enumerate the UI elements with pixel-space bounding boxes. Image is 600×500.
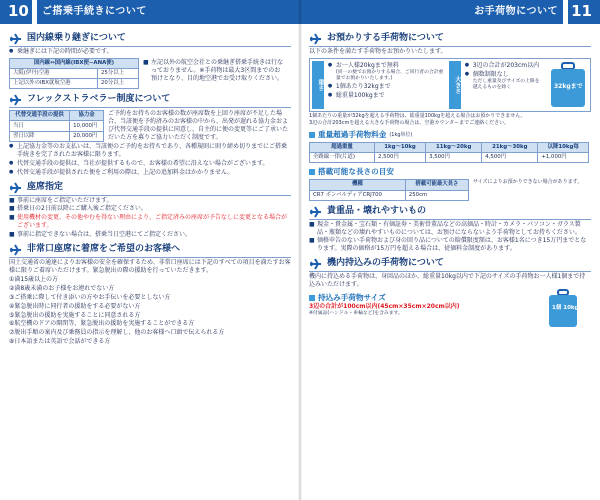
airplane-icon xyxy=(9,244,23,256)
seat-bullet-3: ■ 使用機材の変更、その他やむを得ない理由により、ご指定済みの座席が予告なしに変更となる場合がございます。 xyxy=(9,214,291,230)
square-bullet-icon xyxy=(309,295,315,301)
exit-row-item-8: ⑧日本語または英語で会話ができる方 xyxy=(9,338,111,346)
length-h1: 搭載可能最大長さ xyxy=(405,180,468,190)
flex-bullet-1: ● 上記協力金等のお支払いは、当該便のご予約をお持ちであり、各種規則に則り締め切りまでにご搭乗手続きを完了されたお客様に限ります。 xyxy=(9,143,291,159)
left-page-number: 10 xyxy=(8,2,29,21)
flex-table xyxy=(9,110,104,142)
carry-on-size: 3辺の合計が100cm以内(45cm×35cm×20cm以内) xyxy=(309,303,460,311)
size-label: 大きさ xyxy=(449,61,461,109)
transfer-row-2-time: 20分以上 xyxy=(98,79,139,89)
seat-heading xyxy=(9,182,291,196)
airplane-icon xyxy=(309,33,323,45)
transfer-title: 国内線乗り継ぎについて xyxy=(27,33,126,44)
checked-note-2: 3辺の合計203cmを超える大きな手荷物の場合は、空港カウンターまでご連絡ください。 xyxy=(309,119,510,126)
exit-row-title: 非常口座席に着席をご希望のお客様へ xyxy=(27,244,181,255)
seat-bullet-1: ■ 事前に座席をご指定いただけます。 xyxy=(9,197,291,205)
excess-v3: 4,500円 xyxy=(482,153,538,163)
flex-para: ご予約をお持ちのお客様の数が座席数を上回り座席が不足した場合、当該便を予約済みのお客様の中から、出発が遅れる協力金および代替交通手段の提供に同意し、自主的に便の変更等にご了承いただいた方を募りご協力いただく制度です。 xyxy=(108,110,289,141)
valuables-bullet-2: ■ 価格申告のない手荷物および身の回り品についての賠償限度額は、お客様1名につき15万円までとなります。実際の価格が15万円を超える場合は、従価料金制度があります。 xyxy=(309,237,591,253)
checked-baggage-title: お預かりする手荷物について xyxy=(327,33,444,44)
carry-on-para: 機内に持込める手荷物は、身回品のほか、総重量10kg以内で下記のサイズの手荷物お一人様1個まで持込みいただけます。 xyxy=(309,273,586,289)
excess-v4: +1,000円 xyxy=(538,153,589,163)
carry-on-bag-illustration xyxy=(543,289,583,329)
carry-on-size-note: ※付属品(ハンドル・車輪など)を含みます。 xyxy=(309,310,403,316)
carry-on-bag-label: 1個 10kg xyxy=(552,305,579,312)
length-h0: 機種 xyxy=(310,180,406,190)
suitcase-weight: 32kgまで xyxy=(554,82,583,90)
size-limit-3: ただし重量及びサイズの上限を越えるものを除く xyxy=(472,78,540,91)
flex-table-h2: 協力金 xyxy=(70,111,104,121)
length-table xyxy=(309,179,469,200)
transfer-table-header: 国内線⇔国内線(IBX便−ANA便) xyxy=(10,58,139,68)
flex-row-2-label: 翌日以降 xyxy=(10,131,70,141)
exit-row-item-4: ④緊急脱出時に同行者の援助をする必要がない方 xyxy=(9,302,141,310)
excess-fee-heading xyxy=(309,130,591,140)
right-content xyxy=(300,24,600,329)
seat-title: 座席指定 xyxy=(27,181,64,192)
length-value: 250cm xyxy=(405,190,468,200)
right-header-band xyxy=(300,0,600,24)
left-header-band xyxy=(0,0,300,24)
exit-row-para: 国土交通省の通達によりお客様の安全を確保するため、非常口座席には下記のすべての項目を満たすお客様に限りご着席いただけます。緊急脱出の際の援助を行っていただきます。 xyxy=(9,259,291,274)
exit-row-item-7: ⑦脱出手順の案内及び乗務員の指示を理解し、他のお客様へ口頭で伝えられる方 xyxy=(9,329,225,337)
square-bullet-icon xyxy=(309,169,315,175)
transfer-row-1-airport: 大阪(伊丹)空港 xyxy=(10,69,98,79)
checked-baggage-intro: 以下の条件を満たす手荷物をお預かりいたします。 xyxy=(309,48,447,55)
transfer-table xyxy=(9,58,139,89)
exit-row-item-2: ②満8歳未満のお子様をお連れでない方 xyxy=(9,284,115,292)
right-page-number: 11 xyxy=(571,2,592,21)
checked-baggage-box xyxy=(309,58,591,112)
excess-h2: 11kg〜20kg xyxy=(426,143,482,153)
exit-row-item-1: ①満15歳以上の方 xyxy=(9,275,59,283)
carry-on-size-heading xyxy=(309,293,539,303)
excess-fee-table xyxy=(309,142,589,163)
carry-on-heading xyxy=(309,258,591,272)
left-tab-mark xyxy=(32,0,37,24)
right-page xyxy=(300,0,600,500)
carry-on-title: 機内持込みの手荷物について xyxy=(327,258,444,269)
carry-on-size-title: 持込み手荷物サイズ xyxy=(318,293,386,303)
excess-v1: 2,500円 xyxy=(374,153,425,163)
transfer-row-2-airport: 上記以外のIBX就航空港 xyxy=(10,79,98,89)
flex-table-h1: 代替交通手段の提供 xyxy=(10,111,70,121)
suitcase-illustration xyxy=(548,61,588,109)
transfer-intro: ● 乗継ぎには下記の時間が必要です。 xyxy=(9,48,291,56)
square-bullet-icon xyxy=(309,132,315,138)
weight-limit-2: ● 1個あたり32kgまで xyxy=(328,83,445,91)
airplane-icon xyxy=(309,258,323,270)
flex-row-2-amount: 20,000円 xyxy=(70,131,104,141)
excess-row-label: 全路線一律(片道) xyxy=(310,153,375,163)
flex-bullet-3: ● 代替交通手段が提供された便をご利用の際は、上記の追加料金はかかりません。 xyxy=(9,169,291,177)
exit-row-item-3: ③ご搭乗に際して付き添いの方やお手伝いを必要としない方 xyxy=(9,293,171,301)
right-page-title: お手荷物について xyxy=(474,6,558,18)
exit-row-heading xyxy=(9,244,291,258)
exit-row-list xyxy=(9,276,291,346)
valuables-heading xyxy=(309,206,591,220)
transfer-note: ■ 左記以外の航空会社との乗継ぎ搭乗手続きは行なっておりません。※手荷物は最大3区間までのお預けとなり、目的地空港でお受け取りください。 xyxy=(143,59,283,89)
excess-v2: 3,500円 xyxy=(426,153,482,163)
excess-h0: 超過重量 xyxy=(310,143,375,153)
exit-row-item-6: ⑥航空機のドアの開閉等、緊急脱出の援助を実施することができる方 xyxy=(9,320,195,328)
flex-row-1-amount: 10,000円 xyxy=(70,121,104,131)
valuables-bullet-1: ■ 現金・貴金属・宝石類・有価証券・美術骨董品などの高価品・時計・カメラ・パソコン・ガラス製品・瓶類などの壊れやすいものについては、お預けにならないよう手荷物としてお持ちください。 xyxy=(309,221,591,237)
flex-title: フレックストラベラー制度について xyxy=(27,94,171,105)
weight-limit-1-text: お一人様20kgまで無料 xyxy=(335,61,399,69)
checked-baggage-heading xyxy=(309,33,591,47)
checked-note-1: 1個あたりの重量が32kgを超える手荷物は、総重量100kgを超える場合はお預かりできません。 xyxy=(309,112,526,119)
airplane-icon xyxy=(9,94,23,106)
exit-row-item-5: ⑤緊急脱出の援助を実施することに同意される方 xyxy=(9,311,141,319)
length-title: 搭載可能な長さの目安 xyxy=(318,167,394,177)
excess-fee-title: 重量超過手荷物料金 xyxy=(318,130,387,140)
excess-fee-note: (1kg単位) xyxy=(389,131,413,138)
weight-limit-1-note: (同一の便でお預かりする場合、ご同行者の合計重量でお預かりいたします。) xyxy=(335,69,444,82)
flex-bullet-2: ● 代替交通手段の提供は、当社が提供するもので、お客様の希望に沿えない場合がございます。 xyxy=(9,160,291,168)
weight-limit-3: ● 総重量100kgまで xyxy=(328,92,445,100)
flex-heading xyxy=(9,94,291,108)
airplane-icon xyxy=(309,206,323,218)
left-page-title: ご搭乗手続きについて xyxy=(42,6,147,18)
transfer-row-1-time: 25分以上 xyxy=(98,69,139,79)
airplane-icon xyxy=(9,33,23,45)
flex-row-1-label: 当日 xyxy=(10,121,70,131)
seat-bullet-4: ■ 事前に指定できない場合は、搭乗当日空港にてご指定ください。 xyxy=(9,231,291,239)
left-content xyxy=(0,24,300,346)
size-limit-1: ● 3辺の合計が203cm以内 xyxy=(465,62,544,70)
page-gutter xyxy=(298,0,302,500)
excess-h1: 1kg〜10kg xyxy=(374,143,425,153)
valuables-title: 貴重品・壊れやすいもの xyxy=(327,205,427,216)
length-heading xyxy=(309,167,591,177)
size-limit-2: ● 個数制限なし xyxy=(465,71,544,79)
seat-bullet-2: ■ 搭乗日の2日前以降にご購入後ご指定ください。 xyxy=(9,205,291,213)
weight-limit-1 xyxy=(328,62,445,70)
transfer-heading xyxy=(9,33,291,47)
excess-h4: 以降10kg毎 xyxy=(538,143,589,153)
airplane-icon xyxy=(9,182,23,194)
excess-h3: 21kg〜30kg xyxy=(482,143,538,153)
weight-label: 重さ xyxy=(312,61,324,109)
length-note: サイズによりお預かりできない場合があります。 xyxy=(473,179,583,186)
length-aircraft: CR7 ボンバルディアCRJ700 xyxy=(310,190,406,200)
